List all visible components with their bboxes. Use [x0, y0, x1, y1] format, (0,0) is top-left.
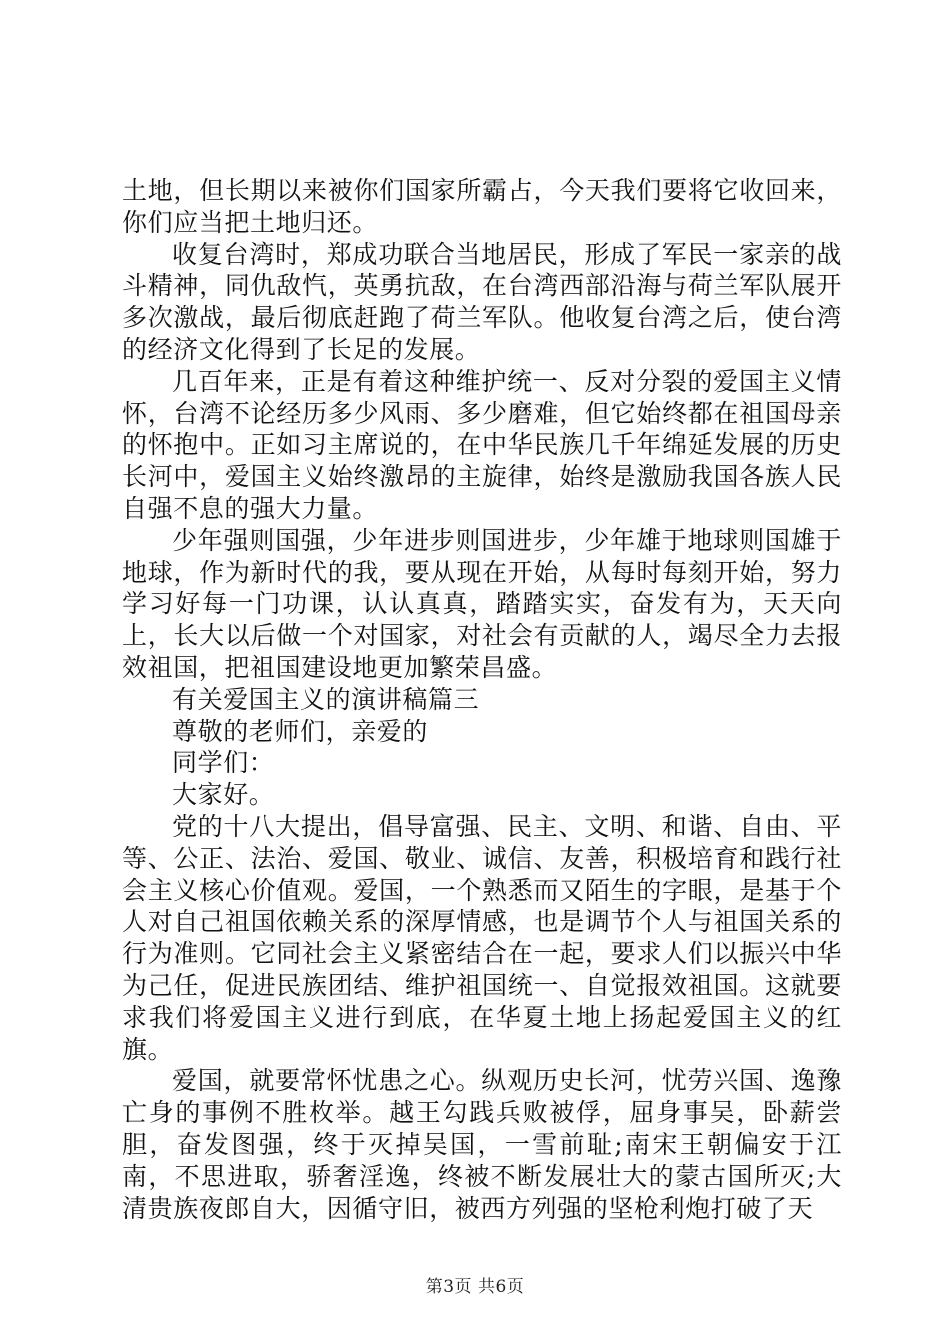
- paragraph: 党的十八大提出，倡导富强、民主、文明、和谐、自由、平等、公正、法治、爱国、敬业、诚信、友善，积极培育和践行社会主义核心价值观。爱国，一个熟悉而又陌生的字眼，是基于个人对自己祖国依赖关系的深厚情感，也是调节个人与祖国关系的行为准则。它同社会主义紧密结合在一起，要求人们以振兴中华为己任，促进民族团结、维护祖国统一、自觉报效祖国。这就要求我们将爱国主义进行到底，在华夏土地上扬起爱国主义的红旗。: [122, 811, 842, 1064]
- page-number-footer: 第3页 共6页: [425, 1277, 525, 1297]
- greeting: 大家好。: [172, 780, 275, 810]
- salutation: 尊敬的老师们，亲爱的: [172, 716, 429, 746]
- paragraph: 土地，但长期以来被你们国家所霸占，今天我们要将它收回来，你们应当把土地归还。: [122, 176, 842, 237]
- paragraph: 少年强则国强，少年进步则国进步，少年雄于地球则国雄于地球，作为新时代的我，要从现在开始，从每时每刻开始，努力学习好每一门功课，认认真真，踏踏实实，奋发有为，天天向上，长大以后做一个对国家，对社会有贡献的人，竭尽全力去报效祖国，把祖国建设地更加繁荣昌盛。: [122, 525, 842, 682]
- section-heading: 有关爱国主义的演讲稿篇三: [172, 684, 480, 714]
- paragraph: 几百年来，正是有着这种维护统一、反对分裂的爱国主义情怀，台湾不论经历多少风雨、多少磨难，但它始终都在祖国母亲的怀抱中。正如习主席说的，在中华民族几千年绵延发展的历史长河中，爱国主义始终激昂的主旋律，始终是激励我国各族人民自强不息的强大力量。: [122, 366, 842, 523]
- salutation: 同学们：: [172, 748, 275, 778]
- paragraph: 收复台湾时，郑成功联合当地居民，形成了军民一家亲的战斗精神，同仇敌忾，英勇抗敌，在台湾西部沿海与荷兰军队展开多次激战，最后彻底赶跑了荷兰军队。他收复台湾之后，使台湾的经济文化得到了长足的发展。: [122, 239, 842, 364]
- paragraph: 爱国，就要常怀忧患之心。纵观历史长河，忧劳兴国、逸豫亡身的事例不胜枚举。越王勾践兵败被俘，屈身事吴，卧薪尝胆，奋发图强，终于灭掉吴国，一雪前耻;南宋王朝偏安于江南，不思进取，骄奢淫逸，终被不断发展壮大的蒙古国所灭;大清贵族夜郎自大，因循守旧，被西方列强的坚枪利炮打破了天: [122, 1066, 842, 1223]
- document-body: [122, 175, 842, 1224]
